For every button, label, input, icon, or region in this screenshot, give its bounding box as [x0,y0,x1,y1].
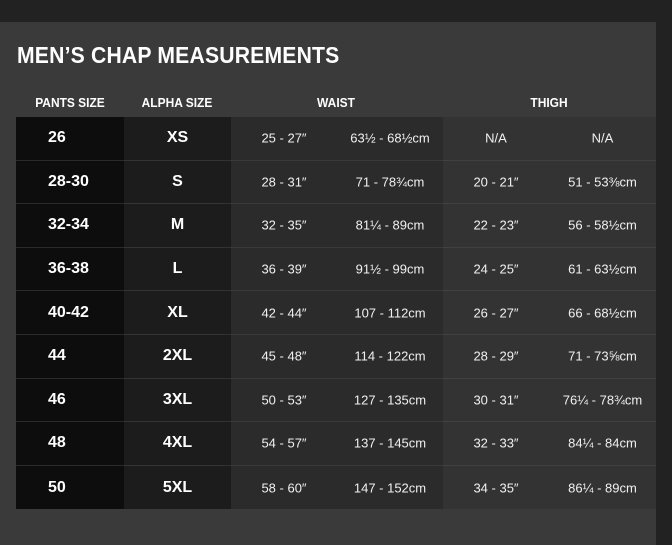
pants-size-cell [16,204,124,248]
thigh-cell [443,291,656,335]
waist-inches-value: 42 - 44″ [261,305,307,321]
thigh-cell [443,335,656,379]
thigh-inches-value: 30 - 31″ [473,392,519,408]
pants-size-cell [16,422,124,466]
pants-size-value: 44 [48,347,66,365]
page-title: MEN’S CHAP MEASUREMENTS [17,42,340,68]
alpha-size-cell [124,379,231,423]
waist-cm-value: 63½ - 68½cm [350,130,430,146]
pants-size-value: 46 [48,390,66,408]
waist-cm-value: 147 - 152cm [353,480,427,496]
waist-cell [231,161,443,205]
waist-inches-value: 45 - 48″ [261,348,307,364]
alpha-size-value: 3XL [162,390,193,408]
pants-size-cell [16,248,124,292]
thigh-cm-value: 86¼ - 89cm [568,480,637,496]
thigh-cell [443,466,656,510]
alpha-size-value: S [172,172,183,190]
waist-cm-value: 107 - 112cm [354,305,426,321]
pants-size-value: 48 [48,434,66,452]
thigh-cm-value: 84¼ - 84cm [568,435,637,451]
waist-cell [231,204,443,248]
waist-cell [231,117,443,161]
table-row [16,422,656,466]
table-row [16,291,656,335]
alpha-size-cell [124,422,231,466]
table-row [16,204,656,248]
thigh-inches-value: 26 - 27″ [473,305,519,321]
waist-cm-value: 81¼ - 89cm [355,217,425,233]
thigh-cm-value: 76¼ - 78¾cm [562,392,643,408]
header-thigh: THIGH [530,95,568,110]
thigh-cell [443,248,656,292]
waist-inches-value: 32 - 35″ [261,217,307,233]
waist-cm-value: 71 - 78¾cm [355,174,425,190]
thigh-cm-value: 51 - 53⅜cm [568,174,637,190]
alpha-size-value: L [172,260,183,278]
thigh-inches-value: 34 - 35″ [473,480,519,496]
pants-size-value: 40-42 [48,303,89,321]
alpha-size-value: 4XL [162,434,193,452]
alpha-size-cell [124,161,231,205]
thigh-cell [443,379,656,423]
thigh-inches-value: 32 - 33″ [473,435,519,451]
alpha-size-value: 5XL [162,478,193,496]
waist-cm-value: 114 - 122cm [354,348,426,364]
waist-cell [231,466,443,510]
pants-size-value: 50 [48,478,66,496]
waist-cell [231,291,443,335]
thigh-cm-value: N/A [591,130,614,146]
thigh-inches-value: 22 - 23″ [473,217,519,233]
thigh-cell [443,117,656,161]
pants-size-value: 36-38 [48,260,89,278]
pants-size-cell [16,161,124,205]
thigh-inches-value: 20 - 21″ [473,174,519,190]
waist-cell [231,335,443,379]
table-row [16,335,656,379]
header-waist: WAIST [317,95,355,110]
thigh-cm-value: 56 - 58½cm [568,217,637,233]
pants-size-cell [16,379,124,423]
alpha-size-cell [124,466,231,510]
pants-size-cell [16,291,124,335]
pants-size-value: 28-30 [48,172,89,190]
pants-size-cell [16,335,124,379]
waist-inches-value: 36 - 39″ [261,261,307,277]
alpha-size-value: XL [167,303,188,321]
waist-inches-value: 54 - 57″ [261,435,307,451]
alpha-size-cell [124,204,231,248]
pants-size-value: 32-34 [48,216,89,234]
thigh-inches-value: 24 - 25″ [473,261,519,277]
size-table [16,117,656,509]
thigh-cm-value: 66 - 68½cm [568,305,637,321]
alpha-size-cell [124,248,231,292]
header-pants-size: PANTS SIZE [35,95,105,110]
waist-inches-value: 50 - 53″ [261,392,307,408]
waist-cm-value: 91½ - 99cm [355,261,425,277]
thigh-cell [443,422,656,466]
table-row [16,379,656,423]
waist-cell [231,422,443,466]
table-row [16,248,656,292]
waist-inches-value: 58 - 60″ [261,480,307,496]
alpha-size-value: M [170,216,185,234]
waist-cm-value: 127 - 135cm [353,392,427,408]
header-alpha-size: ALPHA SIZE [141,95,213,110]
thigh-cell [443,204,656,248]
alpha-size-value: XS [166,129,189,147]
alpha-size-cell [124,335,231,379]
table-row [16,117,656,161]
table-row [16,161,656,205]
thigh-inches-value: N/A [485,130,507,146]
waist-cm-value: 137 - 145cm [353,435,427,451]
table-row [16,466,656,510]
thigh-cm-value: 61 - 63½cm [568,261,637,277]
thigh-cell [443,161,656,205]
pants-size-value: 26 [48,129,66,147]
alpha-size-cell [124,117,231,161]
pants-size-cell [16,466,124,510]
waist-cell [231,248,443,292]
alpha-size-cell [124,291,231,335]
pants-size-cell [16,117,124,161]
waist-inches-value: 25 - 27″ [261,130,307,146]
alpha-size-value: 2XL [162,347,193,365]
waist-cell [231,379,443,423]
waist-inches-value: 28 - 31″ [261,174,307,190]
thigh-cm-value: 71 - 73⅝cm [568,348,637,364]
thigh-inches-value: 28 - 29″ [473,348,519,364]
